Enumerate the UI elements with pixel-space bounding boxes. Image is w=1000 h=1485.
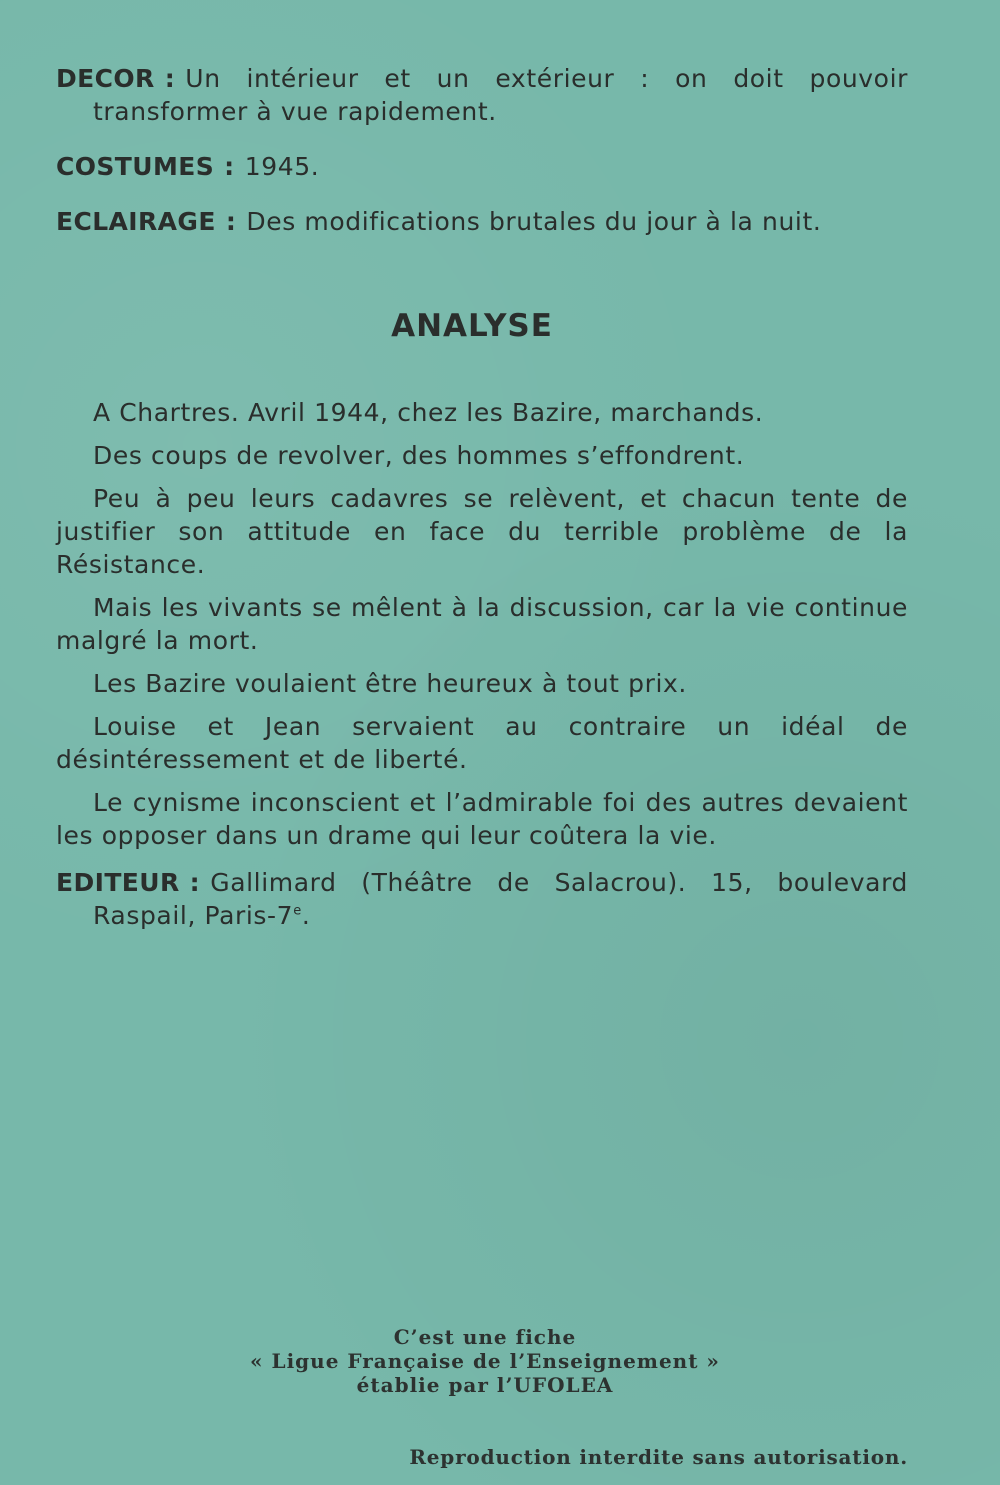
analyse-paragraph: Les Bazire voulaient être heureux à tout prix. bbox=[93, 669, 687, 698]
decor-colon: : bbox=[164, 64, 176, 93]
eclairage-label: ECLAIRAGE bbox=[56, 207, 216, 236]
reproduction-notice: Reproduction interdite sans autorisation. bbox=[409, 1445, 908, 1469]
editeur-field bbox=[56, 866, 908, 932]
analyse-paragraph: Peu à peu leurs cadavres se relèvent, et chacun tente de justifier son attitude en face du terrible problème de la Résistance. bbox=[56, 484, 908, 579]
analyse-paragraph: Des coups de revolver, des hommes s’effondrent. bbox=[93, 441, 745, 470]
analyse-paragraph: A Chartres. Avril 1944, chez les Bazire, marchands. bbox=[93, 398, 764, 427]
costumes-colon: : bbox=[224, 152, 235, 181]
footer-credit bbox=[0, 1325, 970, 1397]
analyse-heading: ANALYSE bbox=[391, 308, 553, 344]
editeur-text: Gallimard (Théâtre de Salacrou). 15, boulevard Raspail, Paris-7 bbox=[93, 868, 908, 930]
footer-line-3: établie par l’UFOLEA bbox=[356, 1373, 614, 1397]
analyse-paragraph: Mais les vivants se mêlent à la discussion, car la vie continue malgré la mort. bbox=[56, 593, 908, 655]
footer-line-1: C’est une fiche bbox=[393, 1325, 577, 1349]
editeur-label: EDITEUR bbox=[56, 868, 180, 897]
footer-line-2: « Ligue Française de l’Enseignement » bbox=[250, 1349, 720, 1373]
document-body bbox=[56, 62, 908, 954]
eclairage-text: Des modifications brutales du jour à la nuit. bbox=[246, 207, 822, 236]
costumes-field bbox=[56, 150, 908, 183]
editeur-colon: : bbox=[189, 868, 201, 897]
decor-label: DECOR bbox=[56, 64, 155, 93]
editeur-superscript: e bbox=[293, 903, 302, 919]
costumes-label: COSTUMES bbox=[56, 152, 215, 181]
editeur-suffix: . bbox=[301, 901, 311, 930]
decor-text: Un intérieur et un extérieur : on doit pouvoir transformer à vue rapidement. bbox=[93, 64, 908, 126]
eclairage-field bbox=[56, 205, 908, 238]
analyse-paragraph: Le cynisme inconscient et l’admirable foi des autres devaient les opposer dans un drame qui leur coûtera la vie. bbox=[56, 788, 908, 850]
decor-field bbox=[56, 62, 908, 128]
analyse-paragraph: Louise et Jean servaient au contraire un idéal de désintéressement et de liberté. bbox=[56, 712, 908, 774]
eclairage-colon: : bbox=[225, 207, 237, 236]
costumes-text: 1945. bbox=[244, 152, 320, 181]
